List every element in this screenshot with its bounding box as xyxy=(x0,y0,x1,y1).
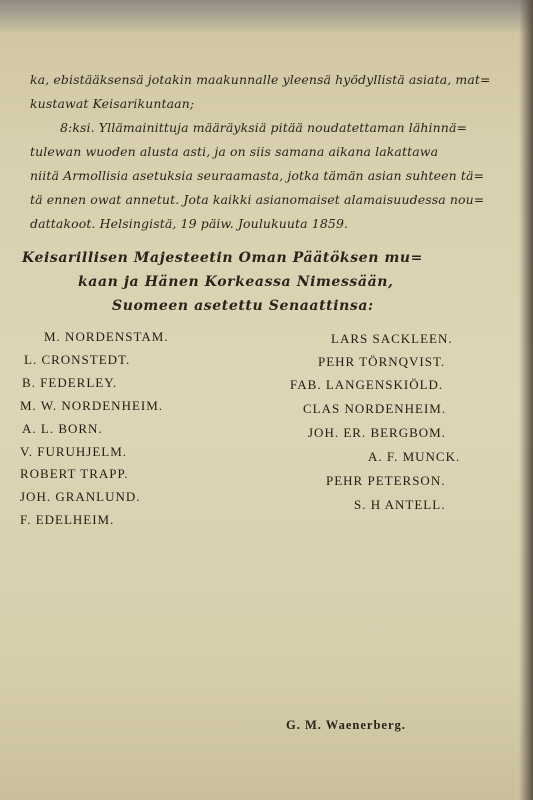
paragraph-line-4: tulewan wuoden alusta asti, ja on siis samana aikana lakattawa xyxy=(30,144,439,159)
heading-line-1: Keisarillisen Majesteetin Oman Päätöksen mu= xyxy=(22,250,423,266)
heading-line-2: kaan ja Hänen Korkeassa Nimessään, xyxy=(78,274,394,290)
heading-line-3: Suomeen asetettu Senaattinsa: xyxy=(112,298,374,314)
paragraph-line-2: kustawat Keisarikuntaan; xyxy=(30,96,195,111)
paragraph-line-7: dattakoot. Helsingistä, 19 päiw. Joulukuuta 1859. xyxy=(30,216,349,231)
page-right-edge xyxy=(519,0,533,800)
right-name-4: CLAS NORDENHEIM. xyxy=(303,401,447,416)
left-name-8: JOH. GRANLUND. xyxy=(20,489,141,504)
paragraph-line-6: tä ennen owat annetut. Jota kaikki asianomaiset alamaisuudessa nou= xyxy=(30,192,485,207)
right-name-6: A. F. MUNCK. xyxy=(368,449,461,464)
left-name-3: B. FEDERLEY. xyxy=(22,375,118,390)
paragraph-line-3: 8:ksi. Yllämainittuja määräyksiä pitää noudatettaman lähinnä= xyxy=(60,120,468,135)
left-name-5: A. L. BORN. xyxy=(22,421,103,436)
left-name-6: V. FURUHJELM. xyxy=(20,444,128,459)
right-name-2: PEHR TÖRNQVIST. xyxy=(318,354,446,369)
right-name-7: PEHR PETERSON. xyxy=(326,473,446,488)
countersignature: G. M. Waenerberg. xyxy=(286,718,406,732)
page-top-shadow xyxy=(0,0,533,34)
paragraph-line-1: ka, ebistääksensä jotakin maakunnalle yleensä hyödyllistä asiata, mat= xyxy=(30,72,491,87)
right-name-5: JOH. ER. BERGBOM. xyxy=(308,425,446,440)
right-name-1: LARS SACKLEEN. xyxy=(331,331,453,346)
left-name-7: ROBERT TRAPP. xyxy=(20,466,129,481)
left-name-4: M. W. NORDENHEIM. xyxy=(20,398,164,413)
left-name-9: F. EDELHEIM. xyxy=(20,512,115,527)
right-name-8: S. H ANTELL. xyxy=(354,497,446,512)
right-name-3: FAB. LANGENSKIÖLD. xyxy=(290,377,444,392)
paragraph-line-5: niitä Armollisia asetuksia seuraamasta, jotka tämän asian suhteen tä= xyxy=(30,168,485,183)
left-name-1: M. NORDENSTAM. xyxy=(44,329,169,344)
left-name-2: L. CRONSTEDT. xyxy=(24,352,131,367)
